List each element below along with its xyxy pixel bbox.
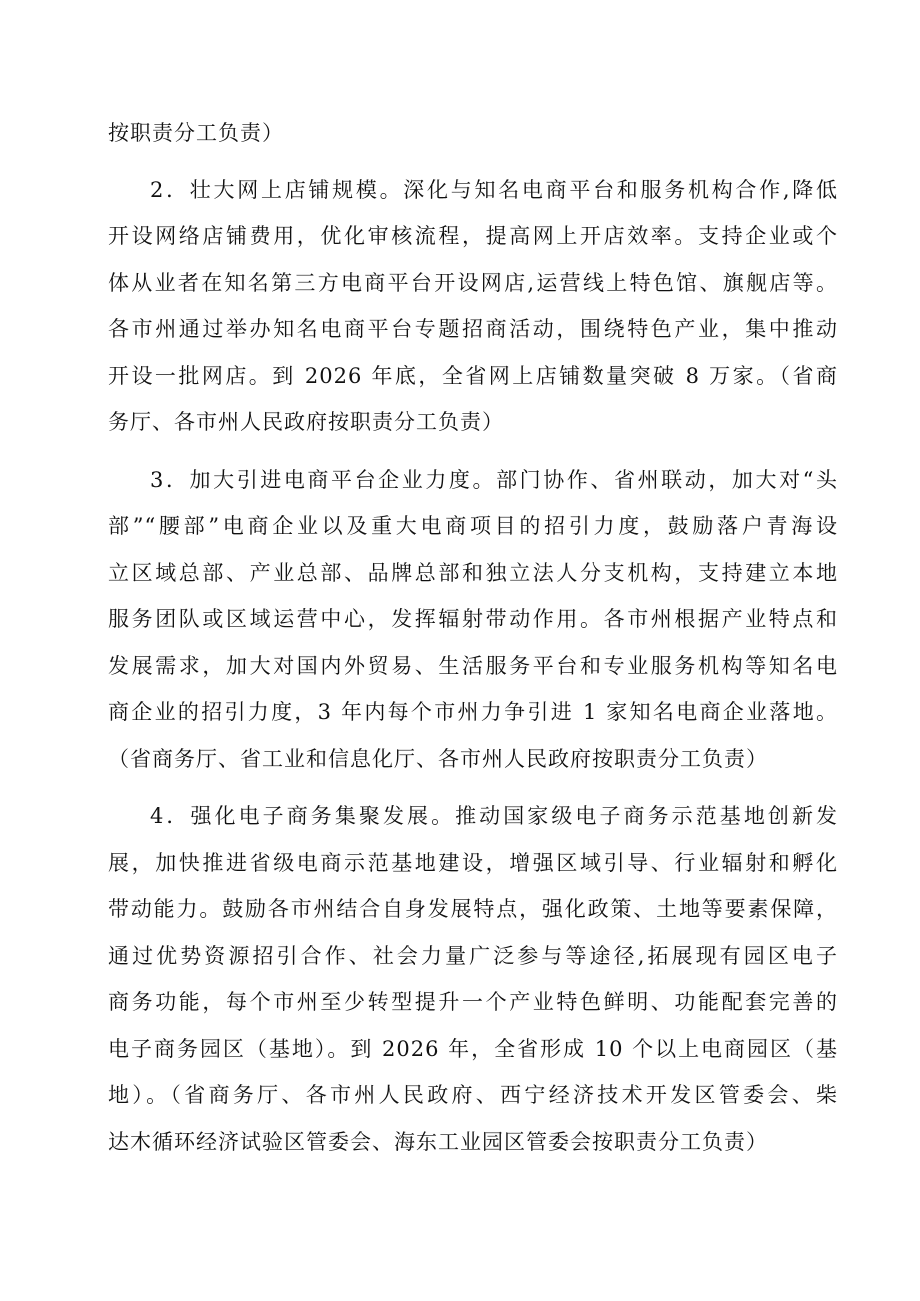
text-line: 通过优势资源招引合作、社会力量广泛参与等途径,拓展现有园区电子	[108, 944, 838, 968]
text-line: 带动能力。鼓励各市州结合自身发展特点，强化政策、土地等要素保障，	[108, 897, 838, 921]
text-line: 开设网络店铺费用，优化审核流程，提高网上开店效率。支持企业或个	[108, 224, 838, 248]
text-line: 发展需求，加大对国内外贸易、生活服务平台和专业服务机构等知名电	[108, 654, 838, 678]
text-line: 各市州通过举办知名电商平台专题招商活动，围绕特色产业，集中推动	[108, 317, 838, 341]
text-line: 部”“腰部”电商企业以及重大电商项目的招引力度，鼓励落户青海设	[108, 514, 838, 538]
text-line: 达木循环经济试验区管委会、海东工业园区管委会按职责分工负责）	[108, 1130, 768, 1154]
text-line: 地）。（省商务厅、各市州人民政府、西宁经济技术开发区管委会、柴	[108, 1083, 838, 1107]
text-line: 务厅、各市州人民政府按职责分工负责）	[108, 410, 504, 434]
paragraph-2-heading-line: 2．壮大网上店铺规模。深化与知名电商平台和服务机构合作,降低	[150, 178, 838, 202]
text-line: 按职责分工负责）	[108, 121, 284, 145]
text-line: 立区域总部、产业总部、品牌总部和独立法人分支机构，支持建立本地	[108, 561, 838, 585]
text-line: 电子商务园区（基地）。到 2026 年，全省形成 10 个以上电商园区（基	[108, 1037, 838, 1061]
text-line: 商务功能，每个市州至少转型提升一个产业特色鲜明、功能配套完善的	[108, 990, 838, 1014]
paragraph-3-heading-line: 3．加大引进电商平台企业力度。部门协作、省州联动，加大对“头	[150, 468, 838, 492]
text-line: 体从业者在知名第三方电商平台开设网店,运营线上特色馆、旗舰店等。	[108, 271, 838, 295]
text-line: （省商务厅、省工业和信息化厅、各市州人民政府按职责分工负责）	[108, 747, 768, 771]
text-line: 商企业的招引力度，3 年内每个市州力争引进 1 家知名电商企业落地。	[108, 700, 838, 724]
text-line: 开设一批网店。到 2026 年底，全省网上店铺数量突破 8 万家。（省商	[108, 364, 838, 388]
paragraph-4-heading-line: 4．强化电子商务集聚发展。推动国家级电子商务示范基地创新发	[150, 804, 838, 828]
text-line: 服务团队或区域运营中心，发挥辐射带动作用。各市州根据产业特点和	[108, 607, 838, 631]
text-line: 展，加快推进省级电商示范基地建设，增强区域引导、行业辐射和孵化	[108, 851, 838, 875]
